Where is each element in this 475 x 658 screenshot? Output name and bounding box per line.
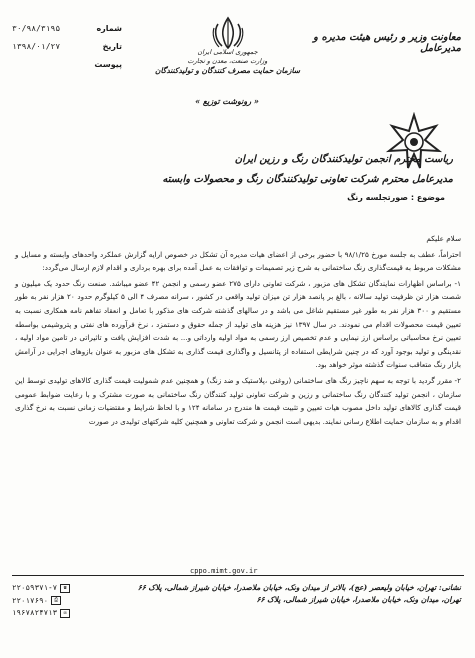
fax-value: ۲۲۰۱۷۶۹۰ <box>12 595 49 605</box>
iran-emblem-icon <box>210 16 246 50</box>
number-value: ۳۰/۹۸/۳۱۹۵ <box>12 24 61 33</box>
phone-row <box>12 582 122 595</box>
footer-divider <box>12 575 464 576</box>
department-title: معاونت وزیر و رئیس هیئت مدیره و مدیرعامل <box>313 32 461 54</box>
footer-contacts <box>12 582 122 620</box>
phone-icon: ☎ <box>60 584 70 593</box>
attachment-row <box>12 56 122 74</box>
organization-line: سازمان حمایت مصرف کنندگان و تولیدکنندگان <box>154 66 301 75</box>
paragraph-intro: احتراماً، عطف به جلسه مورخ ۹۸/۱/۲۵ با حضور برخی از اعضای هیات مدیره آن تشکل در خصوص ارایه گزارش عملکرد واحدهای وابسته و مسایل و مشکلات مربوط به قیمت‌گذاری رنگ ساختمانی به شرح زیر تصمیمات و توافقات به عمل آمده برای بهره برداری و اقدام لازم ارسال می‌گردد: <box>15 249 461 273</box>
greeting: سلام علیکم <box>426 234 461 243</box>
copy-distribution-stamp: « رونوشت توزیع » <box>195 96 259 106</box>
date-value: ۱۳۹۸/۰۱/۲۷ <box>12 42 61 51</box>
subject-line <box>225 193 445 202</box>
recipients <box>153 150 453 190</box>
subject-value: صورتجلسه رنگ <box>347 193 409 202</box>
number-row <box>12 20 122 38</box>
paragraph-item-1: ۱- براساس اظهارات نمایندگان تشکل های مزبور ، شرکت تعاونی دارای ۲۷۵ عضو رسمی و انجمن ۴۲ عضو میباشد. صنعت رنگ حدود یک میلیون و شصت هزار تن ظرفیت تولید سالانه ، بالغ بر پانصد هزار تن میزان تولید واقعی در کشور ، سرانه مصرف ۴ الی ۵ کیلوگرم حدود ۲۰ هزار نفر به طور مستقیم و ۳۰۰ هزار نفر به طور غیر مستقیم شاغل می باشد و در سالهای گذشته شرکت های مذکور با تعامل و انعقاد تفاهم نامه همکاری نسبت به تعیین قیمت محصولات اقدام می نمودند. در سال ۱۳۹۷ نیز هزینه های تولید از جمله حقوق و دستمزد ، نرخ فرآورده های نفتی و پتروشیمی بواسطه تعیین نرخ محاسباتی براساس ارز نیمایی و عدم تخصیص ارز رسمی به مواد اولیه وارداتی و... به شدت افزایش یافت و تاثیراتی در تامین مواد اولیه ، نقدینگی و تولید بوجود آورد که در چنین شرایطی استفاده از پتانسیل و واگذاری قیمت گذاری به تشکل های مزبور به عنوان بازوهای اجرایی در آرامش بازار رنگ متعاقب سنوات گذشته موثر خواهد بود. <box>15 278 462 370</box>
recipient-2: مدیرعامل محترم شرکت تعاونی تولیدکنندگان رنگ و محصولات وابسته <box>162 174 453 185</box>
date-row <box>12 38 122 56</box>
address-line-1: نشانی: تهران، خیابان ولیعصر (عج)، بالاتر از میدان ونک، خیابان ملاصدرا، خیابان شیراز شمالی، پلاک ۶۶ <box>137 583 461 592</box>
footer-address <box>131 582 461 606</box>
recipient-1: ریاست محترم انجمن تولیدکنندگان رنگ و رزین ایران <box>234 154 453 165</box>
fax-icon: ⎙ <box>51 596 61 605</box>
country-line: جمهوری اسلامی ایران <box>197 48 258 56</box>
ministry-line: وزارت صنعت، معدن و تجارت <box>187 57 268 65</box>
fax-row <box>12 595 122 608</box>
website-url[interactable]: cppo.mimt.gov.ir <box>186 567 261 575</box>
number-label: شماره <box>96 24 122 33</box>
phone-value: ۲۲۰۵۹۳۷۱-۷ <box>12 583 58 592</box>
postal-value: ۱۹۶۷۸۲۴۷۱۳ <box>12 608 58 617</box>
postal-row <box>12 607 122 620</box>
letter-body <box>15 232 461 430</box>
date-label: تاریخ <box>102 42 122 51</box>
organization-header <box>150 48 305 75</box>
subject-label: موضوع : <box>410 193 445 202</box>
letter-meta <box>12 20 122 74</box>
mail-icon: ✉ <box>60 609 70 618</box>
attachment-label: پیوست <box>94 60 122 69</box>
address-line-2: تهران، میدان ونک، خیابان ملاصدرا، خیابان شیراز شمالی، پلاک ۶۶ <box>256 595 461 604</box>
paragraph-item-2: ۲- مقرر گردید با توجه به سهم ناچیز رنگ های ساختمانی (روغنی ،پلاستیک و ضد زنگ) و همچنین عدم شمولیت قیمت گذاری کالاهای تولیدی توسط این سازمان ، انجمن تولید کنندگان رنگ ساختمانی و رزین و شرکت تعاونی تولید کنندگان رنگ ساختمانی به صورت مشترک و با رعایت ضوابط عمومی قیمت گذاری کالاهای تولید داخل مصوب هیات تعیین و تثبیت قیمت ها مندرج در سامانه ۱۲۴ و با لحاظ شرایط و مقتضیات زمانی نسبت به نرخ گذاری اقدام و به سازمان حمایت اطلاع رسانی نمایند. بدیهی است انجمن و شرکت تعاونی و همچنین کلیه شرکتهای تولیدی در صورت <box>15 375 462 426</box>
